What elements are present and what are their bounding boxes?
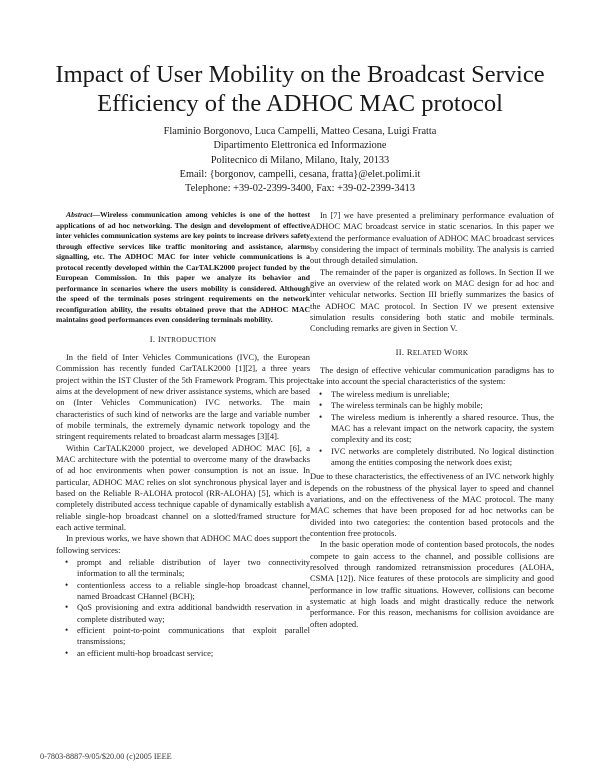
section-number: II.: [395, 346, 407, 357]
related-paragraph-3: In the basic operation mode of contention based protocols, the nodes compete to gain access to the channel, and possible collisions are resolved through randomized retransmission procedures (ALOHA, CSMA [12]). Nice features of these protocols are simplicity and good performance in low traffic situations. However, collisions can become systematic at high loads and might drastically reduce the network performance. For this reason, mechanisms for collision avoidance are often adopted.: [310, 539, 554, 629]
title-line-1: Impact of User Mobility on the Broadcast Service: [55, 61, 545, 88]
author-institution: Politecnico di Milano, Milano, Italy, 20133: [210, 154, 390, 166]
intro-paragraph-1: In the field of Inter Vehicles Communications (IVC), the European Commission has recently funded CarTALK2000 [1][2], a three years project within the IST Cluster of the 5th Framework Program. This project aims at the development of new driver assistance systems, which are based on (Inter Vehicles Communication) IVC networks. The main characteristics of such kind of networks are the large and variable number of mobile terminals, the extremely dynamic network topology and the stringent requirements related to broadcast alarm messages [3][4].: [56, 351, 310, 442]
abstract: [56, 210, 310, 326]
list-item: • an efficient multi-hop broadcast service;: [68, 648, 310, 659]
right-paragraph-1: In [7] we have presented a preliminary performance evaluation of ADHOC MAC broadcast service in static scenarios. In this paper we extend the performance evaluation of ADHOC MAC broadcast services by considering the impact of terminals mobility. The analysis is carried out through detailed simulation.: [310, 210, 554, 266]
copyright-footer: 0-7803-8887-9/05/$20.00 (c)2005 IEEE: [40, 752, 172, 761]
author-phone: Telephone: +39-02-2399-3400, Fax: +39-02-2399-3413: [185, 183, 415, 195]
section-initial: I: [157, 333, 161, 344]
author-names: Flaminio Borgonovo, Luca Campelli, Matteo Cesana, Luigi Fratta: [163, 126, 437, 137]
section-smallcaps: ELATED: [412, 348, 444, 357]
section-heading-related-work: [310, 347, 554, 359]
list-item: • contentionless access to a reliable single-hop broadcast channel, named Broadcast CHannel (BCH);: [68, 580, 310, 603]
list-item: • efficient point-to-point communications that exploit parallel transmissions;: [68, 625, 310, 648]
author-department: Dipartimento Elettronica ed Informazione: [213, 140, 387, 152]
list-item: • The wireless medium is unreliable;: [322, 389, 554, 400]
title-line-2: Efficiency of the ADHOC MAC protocol: [97, 90, 503, 117]
list-item: • prompt and reliable distribution of layer two connectivity information to all the terminals;: [68, 557, 310, 580]
section-initial: R: [406, 346, 413, 357]
paper-title: [40, 60, 560, 118]
right-paragraph-2: The remainder of the paper is organized as follows. In Section II we give an overview of the related work on MAC design for ad hoc and inter vehicular networks. Section III briefly summarizes the basics of the ADHOC MAC protocol. In Section IV we present extensive simulation results considering both static and mobile terminals. Concluding remarks are given in Section V.: [310, 266, 554, 334]
right-column: [310, 210, 554, 630]
related-paragraph-2: Due to these characteristics, the effectiveness of an IVC network highly depends on the robustness of the physical layer to speed and channel variations, and on the effectiveness of the MAC protocol. The many MAC schemes that have been proposed for ad hoc networks can be divided into two categories: the contention based protocols and the contention free protocols.: [310, 471, 554, 538]
section-number: I.: [149, 333, 158, 344]
section-heading-introduction: [56, 334, 310, 346]
intro-paragraph-3: In previous works, we have shown that ADHOC MAC does support the following services:: [56, 533, 310, 555]
section-initial: W: [443, 346, 453, 357]
section-smallcaps: NTRODUCTION: [161, 335, 217, 344]
abstract-label: Abstract: [66, 210, 93, 219]
related-paragraph-1: The design of effective vehicular communication paradigms has to take into account the special characteristics of the system:: [310, 365, 554, 387]
left-column: [56, 210, 310, 662]
list-item: • The wireless medium is inherently a shared resource. Thus, the MAC has a relevant impact on the network capacity, the system complexity and its cost;: [322, 412, 554, 446]
author-block: [80, 125, 520, 196]
author-email: Email: {borgonov, campelli, cesana, fratta}@elet.polimi.it: [179, 168, 421, 180]
intro-paragraph-2: Within CarTALK2000 project, we developed ADHOC MAC [6], a MAC architecture with the potential to overcome many of the drawbacks of ad hoc environments when power consumption is not an issue. In particular, ADHOC MAC relies on slot synchronous physical layer and is based on the Reliable R-ALOHA protocol (RR-ALOHA) [5], which is a completely distributed access technique capable of dynamically establish a reliable single-hop broadcast channel on a slotted/framed structure for each active terminal.: [56, 442, 310, 532]
list-item: • The wireless terminals can be highly mobile;: [322, 400, 554, 411]
characteristics-list: [310, 389, 554, 468]
list-item: • QoS provisioning and extra additional bandwidth reservation in a complete distributed way;: [68, 602, 310, 625]
section-smallcaps: ORK: [452, 348, 469, 357]
list-item: • IVC networks are completely distributed. No logical distinction among the entities composing the network does exist;: [322, 446, 554, 469]
abstract-text: —Wireless communication among vehicles is one of the hottest applications of ad hoc networking. The design and development of effective inter vehicles communication systems are key points to increase drivers safety through effective services like traffic monitoring and assistance, alarms signalling, etc. The ADHOC MAC for inter vehicle communications is a protocol recently developed within the CarTALK2000 project funded by the European Commission. In this paper we analyze its behavior and performance in scenarios where the users mobility is considered. Although the speed of the terminals poses stringent requirements on the network reconfiguration ability, the results obtained prove that the ADHOC MAC maintains good performances even considering terminals mobility.: [56, 210, 310, 324]
services-list: [56, 557, 310, 659]
